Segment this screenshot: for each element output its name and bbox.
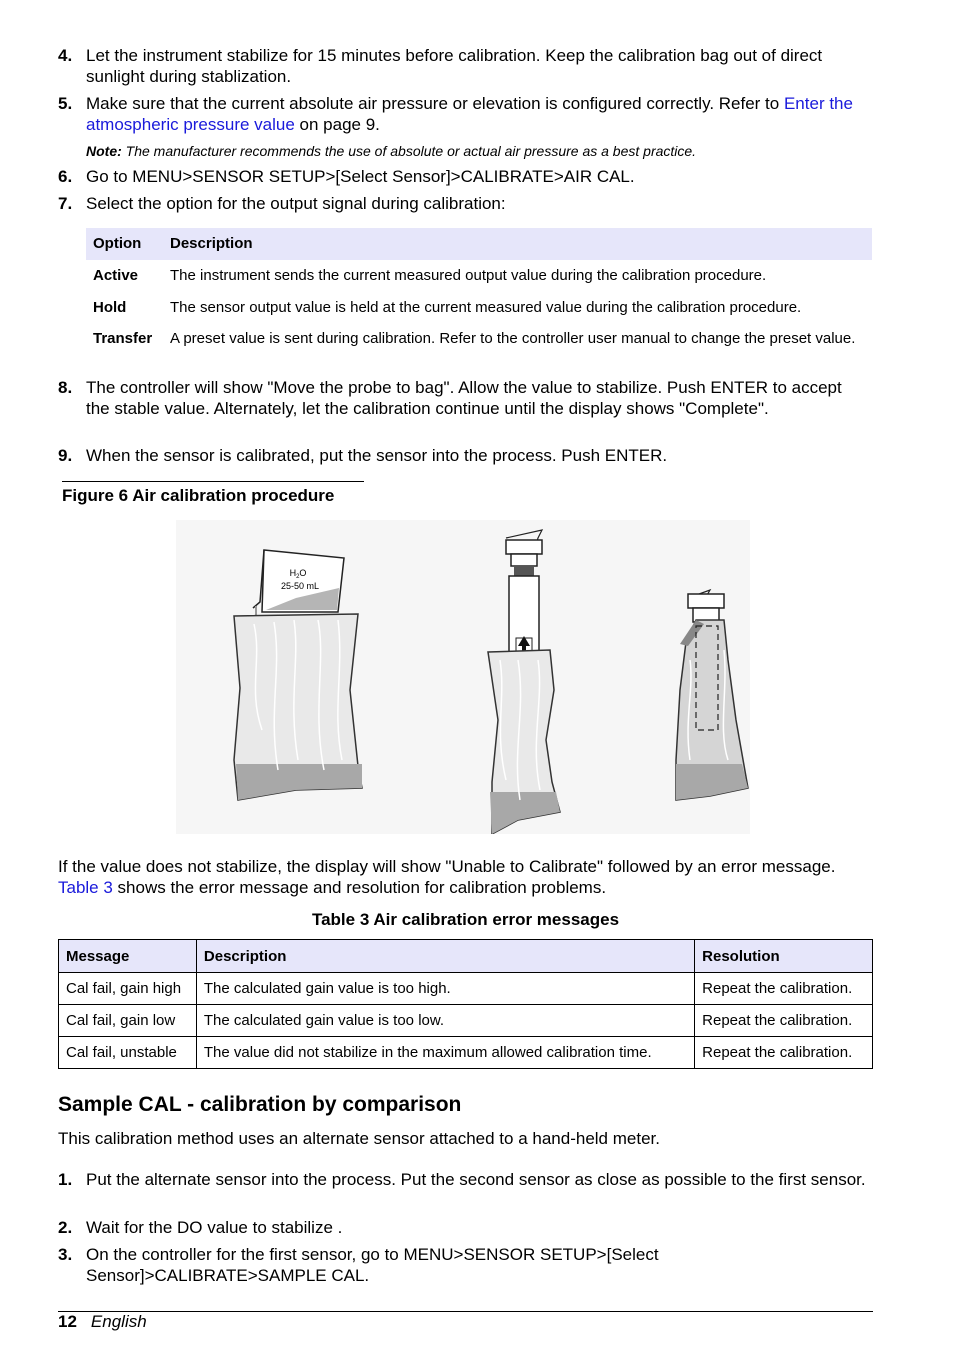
air-calibration-figure xyxy=(176,520,750,834)
step-text: Wait for the DO value to stabilize . xyxy=(86,1218,343,1237)
error-table-caption: Table 3 Air calibration error messages xyxy=(311,910,620,929)
header-description: Description xyxy=(196,940,694,973)
cell-description: The calculated gain value is too low. xyxy=(196,1005,694,1037)
step-text: Let the instrument stabilize for 15 minutes before calibration. Keep the calibration bag out of direct sunlight during stablization. xyxy=(86,46,823,86)
error-paragraph xyxy=(58,857,858,898)
paragraph-text: If the value does not stabilize, the display will show "Unable to Calibrate" followed by an error message. xyxy=(58,857,836,876)
header-description: Description xyxy=(170,235,253,252)
header-option: Option xyxy=(93,235,142,252)
note-text: The manufacturer recommends the use of absolute or actual air pressure as a best practice. xyxy=(121,143,697,159)
page-number: 12 xyxy=(58,1312,77,1331)
figure-title: Figure 6 Air calibration procedure xyxy=(62,481,364,506)
header-resolution: Resolution xyxy=(695,940,873,973)
footer-language: English xyxy=(90,1312,147,1331)
step-number: 6. xyxy=(58,167,73,186)
step-text: When the sensor is calibrated, put the sensor into the process. Push ENTER. xyxy=(86,446,668,465)
page-footer xyxy=(58,1312,147,1332)
step-number: 5. xyxy=(58,94,73,113)
footer-divider xyxy=(58,1311,873,1312)
option-hold: Hold xyxy=(93,299,127,316)
option-transfer-description: A preset value is sent during calibration. Refer to the controller user manual to change the preset value. xyxy=(170,330,856,347)
step-number: 2. xyxy=(58,1218,73,1237)
step-text: Go to MENU>SENSOR SETUP>[Select Sensor]>CALIBRATE>AIR CAL. xyxy=(86,167,635,186)
error-table xyxy=(58,939,873,1069)
table-row xyxy=(59,973,873,1005)
option-transfer: Transfer xyxy=(93,330,153,347)
paragraph-text: shows the error message and resolution for calibration problems. xyxy=(112,877,607,897)
table-row xyxy=(59,1037,873,1069)
step-number: 3. xyxy=(58,1245,73,1264)
section-intro: This calibration method uses an alternate sensor attached to a hand-held meter. xyxy=(58,1129,660,1148)
step-text: Select the option for the output signal during calibration: xyxy=(86,194,506,213)
cell-resolution: Repeat the calibration. xyxy=(695,1005,873,1037)
table-row xyxy=(59,1005,873,1037)
step-number: 8. xyxy=(58,378,73,397)
header-message: Message xyxy=(59,940,197,973)
step-text: Put the alternate sensor into the process. Put the second sensor as close as possible to the first sensor. xyxy=(86,1170,866,1189)
step-number: 4. xyxy=(58,46,73,65)
cell-message: Cal fail, gain low xyxy=(59,1005,197,1037)
step-number: 9. xyxy=(58,446,73,465)
beaker-label-volume: 25-50 mL xyxy=(280,581,320,591)
cell-resolution: Repeat the calibration. xyxy=(695,973,873,1005)
step-text xyxy=(86,94,866,135)
option-active: Active xyxy=(93,267,139,284)
step-text: On the controller for the first sensor, go to MENU>SENSOR SETUP>[Select Sensor]>CALIBRATE>SAMPLE CAL. xyxy=(86,1245,659,1285)
cell-message: Cal fail, unstable xyxy=(59,1037,197,1069)
step-number: 7. xyxy=(58,194,73,213)
step-number: 1. xyxy=(58,1170,73,1189)
error-table-header-row xyxy=(59,940,873,973)
table-3-link[interactable]: Table 3 xyxy=(58,877,113,897)
cell-resolution: Repeat the calibration. xyxy=(695,1037,873,1069)
section-heading: Sample CAL - calibration by comparison xyxy=(58,1093,462,1116)
cell-description: The calculated gain value is too high. xyxy=(196,973,694,1005)
option-active-description: The instrument sends the current measured output value during the calibration procedure. xyxy=(170,267,767,284)
option-hold-description: The sensor output value is held at the current measured value during the calibration procedure. xyxy=(170,299,802,316)
step-text: The controller will show "Move the probe to bag". Allow the value to stabilize. Push ENTER to accept the stable value. Alternately, let the calibration continue until the display shows "Complete". xyxy=(86,378,842,418)
step-text-part: Make sure that the current absolute air pressure or elevation is configured correctly. Refer to xyxy=(86,94,784,113)
note-label: Note: xyxy=(86,143,122,159)
step-text-part: on page 9. xyxy=(294,114,380,134)
cell-message: Cal fail, gain high xyxy=(59,973,197,1005)
atmospheric-pressure-link[interactable]: Enter the atmospheric pressure value xyxy=(86,94,853,134)
note xyxy=(86,143,696,159)
cell-description: The value did not stabilize in the maximum allowed calibration time. xyxy=(196,1037,694,1069)
beaker-label-formula: $H_2O$ xyxy=(289,568,307,580)
